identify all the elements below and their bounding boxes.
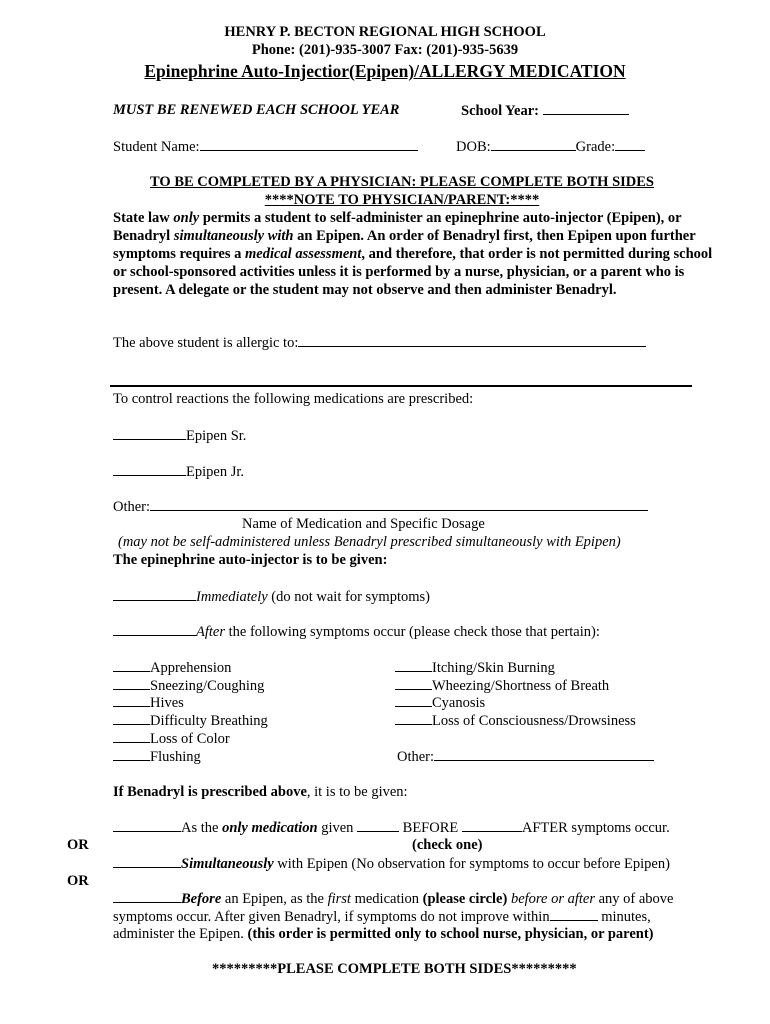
school-year-row bbox=[461, 101, 629, 120]
grade-field[interactable] bbox=[615, 137, 645, 151]
symptom-item: Hives bbox=[113, 693, 184, 712]
after-symptoms-field[interactable] bbox=[113, 622, 196, 636]
medications-intro: To control reactions the following medications are prescribed: bbox=[113, 391, 474, 407]
benadryl-only-field[interactable] bbox=[113, 818, 181, 832]
symptom-checkbox[interactable] bbox=[113, 711, 150, 725]
symptom-checkbox[interactable] bbox=[395, 676, 432, 690]
symptom-checkbox[interactable] bbox=[113, 729, 150, 743]
school-name: HENRY P. BECTON REGIONAL HIGH SCHOOL bbox=[224, 24, 546, 40]
symptom-item: Sneezing/Coughing bbox=[113, 676, 264, 695]
other-medication-field[interactable] bbox=[150, 497, 648, 511]
state-law-paragraph: State law only permits a student to self-administer an epinephrine auto-injector (Epipen), or Benadryl simultaneously with an Epipen. An order of Benadryl first, then Epipen upon further symptoms requires a medical assessment, and therefore, that order is not permitted during school or school-sponsored activities unless it is performed by a nurse, physician, or a parent who is present. A delegate or the student may not observe and then administer Benadryl. bbox=[113, 210, 713, 298]
benadryl-before-epipen-field[interactable] bbox=[113, 889, 181, 903]
symptom-checkbox[interactable] bbox=[395, 658, 432, 672]
benadryl-simultaneous-row: Simultaneously with Epipen (No observation for symptoms to occur before Epipen) bbox=[113, 854, 670, 873]
symptom-other-row bbox=[397, 747, 654, 766]
symptom-checkbox[interactable] bbox=[113, 676, 150, 690]
immediately-row: Immediately (do not wait for symptoms) bbox=[113, 587, 430, 606]
benadryl-simultaneous-field[interactable] bbox=[113, 854, 181, 868]
symptom-item: Cyanosis bbox=[395, 693, 485, 712]
check-one-note: (check one) bbox=[412, 837, 483, 853]
symptom-item: Loss of Consciousness/Drowsiness bbox=[395, 711, 636, 730]
benadryl-before-row: Before an Epipen, as the first medication (please circle) before or after any of above bbox=[113, 889, 674, 908]
symptom-item: Wheezing/Shortness of Breath bbox=[395, 676, 609, 695]
symptom-other-field[interactable] bbox=[434, 747, 654, 761]
renewal-notice: MUST BE RENEWED EACH SCHOOL YEAR bbox=[113, 102, 400, 118]
section-divider bbox=[110, 385, 692, 387]
epipen-jr-row bbox=[113, 462, 244, 481]
dob-label: DOB: bbox=[456, 139, 491, 155]
symptom-item: Itching/Skin Burning bbox=[395, 658, 555, 677]
benadryl-only-row: As the only medication given BEFORE AFTER symptoms occur. bbox=[113, 818, 670, 837]
benadryl-order-note: administer the Epipen. (this order is permitted only to school nurse, physician, or parent) bbox=[113, 926, 654, 942]
dob-grade-row bbox=[456, 137, 645, 156]
allergy-field[interactable] bbox=[298, 333, 646, 347]
allergy-label: The above student is allergic to: bbox=[113, 335, 299, 351]
other-medication-caption: Name of Medication and Specific Dosage bbox=[242, 516, 485, 532]
symptom-checkbox[interactable] bbox=[113, 658, 150, 672]
school-year-field[interactable] bbox=[543, 101, 629, 115]
page-title: Epinephrine Auto-Injectior(Epipen)/ALLERGY MEDICATION bbox=[144, 61, 626, 81]
symptom-other-label: Other: bbox=[397, 749, 435, 765]
benadryl-before-field[interactable] bbox=[462, 818, 522, 832]
other-medication-row bbox=[113, 497, 648, 516]
epinephrine-heading: The epinephrine auto-injector is to be given: bbox=[113, 552, 388, 568]
symptom-item: Flushing bbox=[113, 747, 201, 766]
complete-both-sides-footer: *********PLEASE COMPLETE BOTH SIDES********* bbox=[212, 961, 577, 977]
physician-heading: TO BE COMPLETED BY A PHYSICIAN: PLEASE COMPLETE BOTH SIDES bbox=[150, 174, 654, 190]
student-name-row bbox=[113, 137, 418, 156]
symptom-checkbox[interactable] bbox=[395, 711, 432, 725]
symptom-item: Difficulty Breathing bbox=[113, 711, 268, 730]
student-name-field[interactable] bbox=[200, 137, 418, 151]
physician-note: ****NOTE TO PHYSICIAN/PARENT:**** bbox=[264, 192, 540, 208]
epipen-jr-label: Epipen Jr. bbox=[186, 464, 244, 480]
symptom-item: Loss of Color bbox=[113, 729, 230, 748]
symptom-checkbox[interactable] bbox=[395, 693, 432, 707]
benadryl-minutes-row: symptoms occur. After given Benadryl, if symptoms do not improve within minutes, bbox=[113, 909, 651, 925]
symptom-checkbox[interactable] bbox=[113, 747, 150, 761]
epipen-sr-field[interactable] bbox=[113, 426, 186, 440]
student-name-label: Student Name: bbox=[113, 139, 200, 155]
epipen-sr-label: Epipen Sr. bbox=[186, 428, 247, 444]
other-medication-note: (may not be self-administered unless Benadryl prescribed simultaneously with Epipen) bbox=[118, 534, 621, 550]
epipen-jr-field[interactable] bbox=[113, 462, 186, 476]
other-medication-label: Other: bbox=[113, 499, 151, 515]
or-label: OR bbox=[67, 873, 89, 889]
or-label: OR bbox=[67, 837, 89, 853]
symptom-checkbox[interactable] bbox=[113, 693, 150, 707]
benadryl-minutes-field[interactable] bbox=[550, 907, 598, 921]
school-year-label: School Year: bbox=[461, 103, 539, 119]
allergy-row bbox=[113, 333, 646, 352]
benadryl-dose-field[interactable] bbox=[357, 818, 399, 832]
grade-label: Grade: bbox=[575, 139, 616, 155]
immediately-field[interactable] bbox=[113, 587, 196, 601]
epipen-sr-row bbox=[113, 426, 246, 445]
dob-field[interactable] bbox=[491, 137, 576, 151]
symptom-item: Apprehension bbox=[113, 658, 231, 677]
school-phone-fax: Phone: (201)-935-3007 Fax: (201)-935-5639 bbox=[251, 42, 519, 58]
after-symptoms-row: After the following symptoms occur (please check those that pertain): bbox=[113, 622, 600, 641]
benadryl-heading: If Benadryl is prescribed above, it is to be given: bbox=[113, 784, 408, 800]
